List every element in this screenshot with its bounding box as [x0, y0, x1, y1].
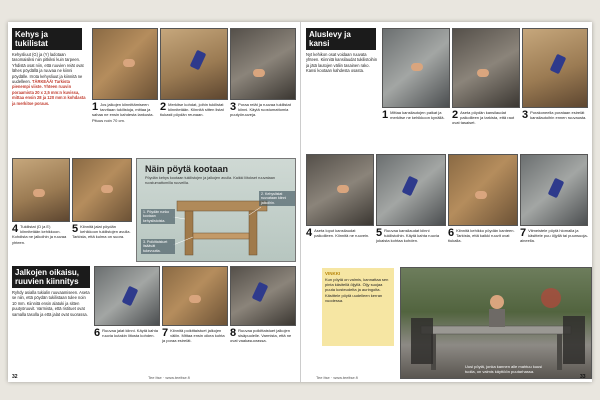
garden-table-illustration: [401, 268, 592, 379]
step-photo-4: [12, 158, 70, 222]
step-caption-5: 5 Kiinnitä jalat pöydän kehikkoon tukilistojen avulla. Tarkista, että kulma on suora.: [72, 224, 131, 240]
right-page-number: 33: [580, 374, 586, 380]
right-intro-text: Nyt kehikon osat voidaan ruuvata yhteen. Kiinnitä kansilaudat tukilistoihin ja jätä lautojen väliin tasainen rako. Kansi kootaan kahdesta osasta.: [306, 52, 378, 74]
left-page-number: 32: [12, 374, 18, 380]
right-step-caption-2: 2 Aseta pöydän kansilaudat paikoilleen ja tarkista, että raot ovat tasaiset.: [452, 110, 515, 126]
step-photo-7: [162, 266, 228, 326]
section2-text: Ryhdy asialla tukialin ruuvaamiseen. Aseta se niin, että pöydän tukilistaan tulee noin 10 mm. Kiinnitä ensin alatuki ja sitten puutyöruuvit. Varmista, että ristituet ovat samalla tasolla ja että jalat ovat suorassa.: [12, 290, 90, 317]
diagram-label-1: 1. Pöydän runko kootaan kehyslistoista.: [141, 209, 175, 224]
diagram-subtitle: Pöydän kehys kootaan tukilistojen ja jalkojen avulla. Kaikki liitokset ruuvataan ruostumattomilla ruuveilla.: [145, 176, 276, 185]
step-photo-3: [230, 28, 296, 100]
section-title-frame-and-supports: Kehys ja tukilistat: [12, 28, 82, 50]
step-photo-8: [230, 266, 296, 326]
right-step-caption-4: 4 Aseta loput kansilaudat paikoilleen. Kiinnitä ne ruuvein.: [306, 228, 370, 239]
right-step-photo-5: [376, 154, 446, 226]
right-step-photo-1: [382, 28, 450, 108]
right-step-caption-5: 5 Ruuvaa kansilaudat kiinni tukilistoihin. Käytä kahta ruuvia jokaista kohtaa kohden.: [376, 228, 440, 244]
step-caption-4: 4 Tukilistat (D ja E) kiinnitetään kehikkoon. Kohdista ne jalkoihin ja ruuvaa yhteen.: [12, 224, 67, 245]
section-title-base-and-top: Aluslevy ja kansi: [306, 28, 376, 50]
section-title-legs: Jalkojen oikaisu, ruuvien kiinnitys: [12, 266, 90, 288]
diagram-label-2: 2. Kehyslistat ruuvataan kiinni jalkoihin.: [259, 191, 295, 206]
step-caption-1: 1 Jos jalkojen kiinnittämiseen tarvitaan tukilistoja, mittaa ja sahaa ne ensin kahdesta lankusta. Pituus noin 70 cm.: [92, 102, 154, 123]
magazine-spread: [8, 22, 592, 382]
assembly-diagram: [136, 158, 296, 262]
step-caption-7: 7 Kiinnitä poikittaistuet jalkojen väliin. Mittaa ensin oikea kohta ja poraa esireiät.: [162, 328, 225, 344]
right-step-photo-3: [522, 28, 588, 108]
finished-table-photo: [400, 267, 592, 379]
step-caption-3: 3 Poraa reiät ja ruuvaa tukilistat kiinni. Käytä ruostumattomia puutyöruuveja.: [230, 102, 291, 118]
tip-heading: VINKKI: [325, 271, 341, 276]
diagram-label-3: 3. Poikittaistuet lisäävät tukevuutta.: [141, 239, 175, 254]
right-step-photo-4: [306, 154, 374, 226]
finished-photo-caption: Uusi pöytä, jonka kannen alle mahtuu kuusi tuolia, on valmis käyttöön puutarhassa.: [465, 364, 543, 374]
right-footer: Tee itse · www.teeitse.fi: [316, 375, 358, 380]
step-caption-2: 2 Merkitse kohdat, joihin tukilistat kiinnitetään. Kiinnitä sitten listat tiukasti pöydän reunaan.: [160, 102, 224, 118]
intro-body: Kehysliuut (G) ja (Y) ladotaan tasomaisiksi niin pitkiksi kuin tarpeen. Yhdistä osat niin, että ruuvien reiät ovat lähes pöydällä ja ruuvaa ne kiinni pöydälle. Irrota kehysliuut ja kiinnitä ne uudelleen.: [12, 52, 84, 85]
tip-box: [322, 268, 394, 346]
page-gutter: [300, 22, 301, 382]
diagram-title: Näin pöytä kootaan: [145, 164, 229, 174]
step-caption-6: 6 Ruuvaa jalat kiinni. Käytä kahta ruuvia kutakin liitosta kohden.: [94, 328, 158, 339]
right-step-photo-2: [452, 28, 520, 108]
right-step-caption-3: 3 Porakoneella porataan esireiät kansilautoihin ennen ruuvausta.: [522, 110, 587, 121]
step-caption-8: 8 Ruuvaa poikittaistuet jalkojen sisäpuolelle. Varmista, että ne ovat vaakasuorassa.: [230, 328, 292, 344]
right-step-photo-7: [520, 154, 588, 226]
intro-text: [12, 52, 88, 152]
step-photo-2: [160, 28, 228, 100]
right-step-caption-7: 7 Viimeistele pöytä hiomalla ja käsittele puu öljyllä tai puunsuoja-aineella.: [520, 228, 588, 244]
right-step-caption-6: 6 Kiinnitä kehikko pöydän kanteen. Tarkista, että kaikki ruuvit ovat tiukalla.: [448, 228, 515, 244]
intro-important-note: TÄRKEÄÄ! Tarkista pienempi viiste. Yhteen ruuvin poraamista 20 x 2,5 mm:n kuvissa, mittaa ensin 28 ja 120 mm:n kohdasta ja merkitse poraus.: [12, 79, 86, 106]
step-photo-6: [94, 266, 160, 326]
tip-text: Kun pöytä on valmis, kannattaa sen pinta käsitellä öljyllä. Öljy suojaa puuta kosteudelta ja auringolta. Käsittele pöytä uudelleen kerran vuodessa.: [325, 277, 389, 303]
step-photo-1: [92, 28, 158, 100]
left-footer: Tee itse · www.teeitse.fi: [148, 375, 190, 380]
right-step-caption-1: 1 Mittaa kansilautojen paikat ja merkitse ne kehikkoon kynällä.: [382, 110, 445, 121]
right-step-photo-6: [448, 154, 518, 226]
step-photo-5: [72, 158, 132, 222]
